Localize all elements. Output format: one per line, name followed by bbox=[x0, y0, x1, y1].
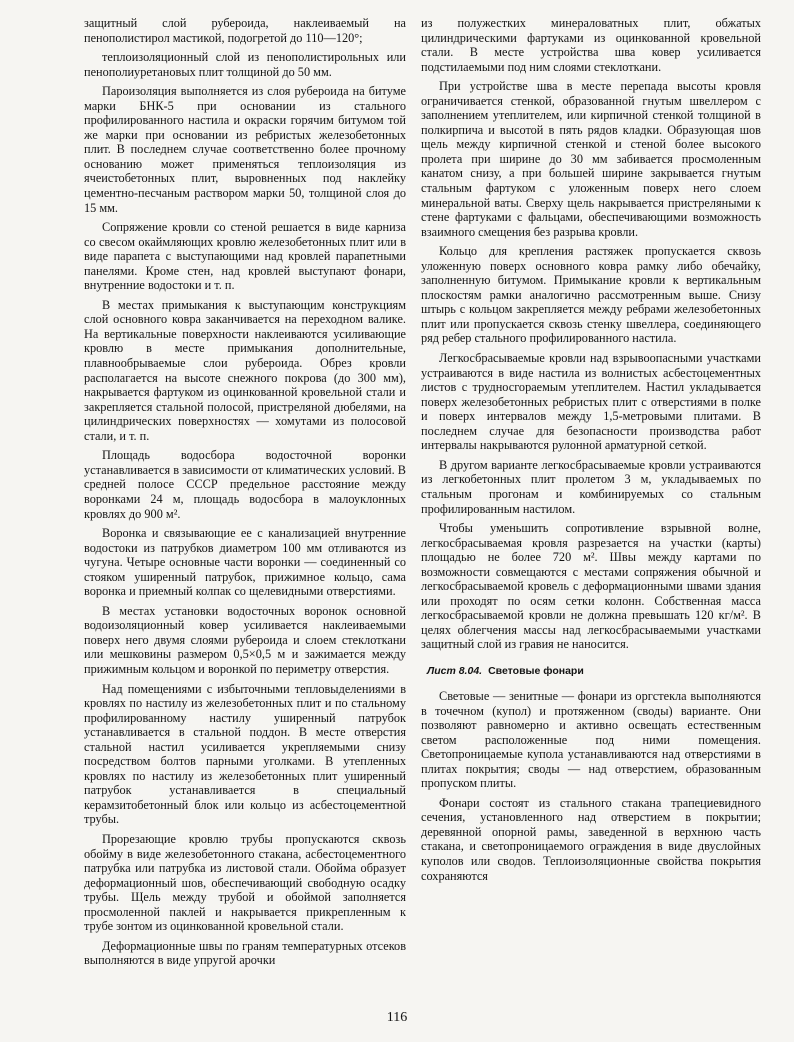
paragraph: Над помещениями с избыточными тепловыделениями в кровлях по настилу из железобетонных плит и по стальному профилированному настилу уширенный патрубок устанавливается в стальной поддон. В месте отверстия стальной настил усиливается укрепляемыми снизу посредством болтов парными уголками. В утепленных кровлях по настилу из железобетонных плит уширенный патрубок устанавливается в специальный керамзитобетонный блок или кольцо из асбестоцементной трубы. bbox=[84, 681, 406, 827]
sheet-number: Лист 8.04. bbox=[427, 664, 483, 677]
paragraph: Чтобы уменьшить сопротивление взрывной волне, легкосбрасываемая кровля разрезается на участки (карты) площадью не более 720 м². Швы между картами по возможности совмещаются с местами сопряжения обычной и легкосбрасываемой кровель с деформационными швами здания или проходят по осям сетки колонн. Собственная масса легкосбрасываемой кровли не должна превышать 120 кг/м². В целях облегчения массы над легкосбрасываемыми участками защитный слой из гравия не наносится. bbox=[421, 521, 761, 652]
paragraph: Световые — зенитные — фонари из оргстекла выполняются в точечном (купол) и протяженном (своды) варианте. Они позволяют равномерно и активно освещать естественным светом расположенные под ними помещения. Светопроницаемые купола устанавливаются над отверстиями в плитах покрытия; своды — над отверстием, образованным пропуском плиты. bbox=[421, 688, 761, 791]
paragraph: В местах примыкания к выступающим конструкциям слой основного ковра заканчивается на переходном валике. На вертикальные поверхности наклеиваются усиливающие кровлю в месте примыкания дополнительные, плавнообрываемые слои рубероида. Обрез кровли располагается на высоте снежного покрова (до 300 мм), накрывается фартуком из оцинкованной кровельной стали и закрепляется стальной полосой, пристреляной дюбелями, на цилиндрических поверхностях — хомутами из полосовой стали, и т. п. bbox=[84, 297, 406, 443]
paragraph: Сопряжение кровли со стеной решается в виде карниза со свесом окаймляющих кровлю железобетонных плит или в виде парапета с выступающими над кровлей парапетными панелями. Кроме стен, над кровлей выступают фонари, внутренние водостоки и т. п. bbox=[84, 220, 406, 293]
paragraph: Пароизоляция выполняется из слоя рубероида на битуме марки БНК-5 при основании из стального профилированного настила и окраски горячим битумом той же марки при основании из ребристых железобетонных плит. В последнем случае соответственно более прочному основанию может применяться теплоизоляция из ячеистобетонных плит, выровненных под наклейку цементно-песчаным раствором марки 50, толщиной слоя до 15 мм. bbox=[84, 84, 406, 215]
paragraph: Прорезающие кровлю трубы пропускаются сквозь обойму в виде железобетонного стакана, асбестоцементного патрубка или патрубка из листовой стали. Обойма образует деформационный шов, обеспечивающий свободную осадку трубы. Щель между трубой и обоймой заполняется просмоленной паклей и накрывается прикрепленным к трубе зонтом из оцинкованной кровельной стали. bbox=[84, 831, 406, 934]
paragraph: Воронка и связывающие ее с канализацией внутренние водостоки из патрубков диаметром 100 мм отливаются из чугуна. Четыре основные части воронки — соединенный со стояком уширенный патрубок, прижимное кольцо, сама воронка и приемный колпак со щелевидными отверстиями. bbox=[84, 526, 406, 599]
paragraph: из полужестких минераловатных плит, обжатых цилиндрическими фартуками из оцинкованной кровельной стали. В месте устройства шва ковер усиливается подстилаемыми под ним слоями стеклоткани. bbox=[421, 16, 761, 74]
right-column bbox=[421, 16, 761, 888]
left-column bbox=[84, 16, 406, 973]
paragraph: теплоизоляционный слой из пенополистирольных или пенополиуретановых плит толщиной до 50 мм. bbox=[84, 50, 406, 79]
section-title: Световые фонари bbox=[488, 664, 584, 677]
section-heading bbox=[427, 665, 761, 678]
paragraph: Деформационные швы по граням температурных отсеков выполняются в виде упругой арочки bbox=[84, 938, 406, 968]
paragraph: Площадь водосбора водосточной воронки устанавливается в зависимости от климатических условий. В средней полосе СССР предельное расстояние между воронками 24 м, площадь водосбора в малоуклонных кровлях до 900 м². bbox=[84, 448, 406, 521]
paragraph: В другом варианте легкосбрасываемые кровли устраиваются из легкобетонных плит пролетом 3 м, укладываемых по стальным прогонам и комбинируемых со стальным профилированным настилом. bbox=[421, 457, 761, 516]
paragraph: При устройстве шва в месте перепада высоты кровля ограничивается стенкой, образованной гнутым швеллером с заполнением утеплителем, или кирпичной стенкой толщиной в полкирпича и высотой в пять рядов кладки. Образующая шов щель между кирпичной стенкой и стеной более высокого пролета при ширине до 30 мм забивается просмоленным канатом снизу, а при большей ширине закрывается гнутым стальным фартуком с уложенным поверх него слоем минеральной ваты. Сверху щель накрывается пристреляными к стене фартуками с фальцами, обеспечивающими возможность взаимного смещения без разрыва кровли. bbox=[421, 79, 761, 239]
paragraph: Легкосбрасываемые кровли над взрывоопасными участками устраиваются в виде настила из волнистых асбестоцементных листов с трудносгораемым утеплителем. Настил укладывается поверх железобетонных ребристых плит с отверстиями в полке и поверх интервалов между 1,5-метровыми плитами. В последнем случае для безопасности производства работ интервалы накрываются рулонной арматурной сеткой. bbox=[421, 351, 761, 453]
paragraph: Кольцо для крепления растяжек пропускается сквозь уложенную поверх основного ковра рамку либо обечайку, заполненную битумом. Примыкание кровли к вертикальным плоскостям рамки аналогично рассмотренным выше. Снизу штырь с кольцом закрепляется между ребрами железобетонных плит или пропускается сквозь стенку швеллера, соединяющего ряд ребер стального профилированного настила. bbox=[421, 244, 761, 346]
paragraph: Фонари состоят из стального стакана трапециевидного сечения, установленного над отверстием в покрытии; деревянной опорной рамы, заведенной в верхнюю часть стакана, и светопроницаемого ограждения в виде двуслойных куполов или сводов. Теплоизоляционные свойства покрытия сохраняются bbox=[421, 795, 761, 883]
paragraph: защитный слой рубероида, наклеиваемый на пенополистирол мастикой, подогретой до 110—120°; bbox=[84, 16, 406, 45]
page-number: 116 bbox=[386, 1010, 408, 1025]
paragraph: В местах установки водосточных воронок основной водоизоляционный ковер усиливается наклеиваемыми поверх него двумя слоями рубероида и слоем стеклоткани или мешковины размером 0,5×0,5 м и зажимается между прижимным кольцом и воронкой по периметру отверстия. bbox=[84, 603, 406, 676]
